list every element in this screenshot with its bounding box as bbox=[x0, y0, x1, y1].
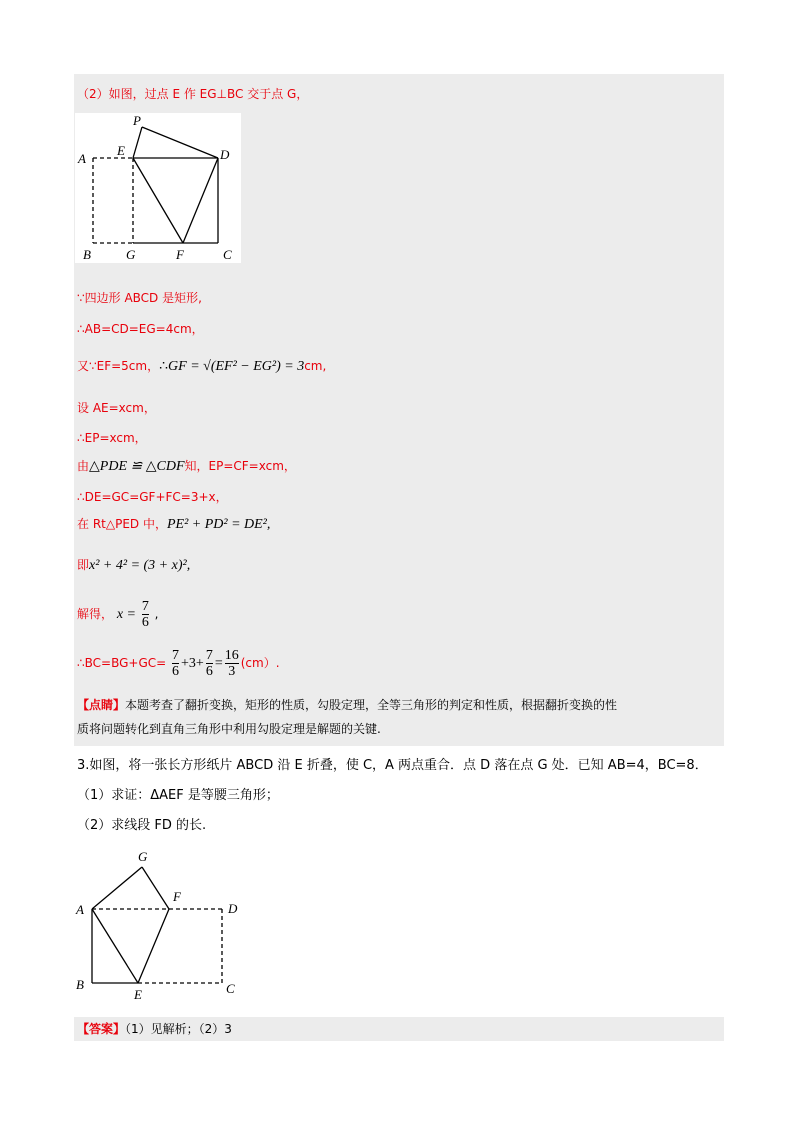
step-11: ∴BC=BG+GC= $\frac{7}{6}$ +3+ $\frac{7}{6}$ = $\frac{16}{3}$ (cm）. bbox=[77, 648, 280, 679]
fig2-label-a: A bbox=[76, 902, 84, 917]
part2-intro: （2）如图，过点 E 作 EG⊥BC 交于点 G， bbox=[77, 87, 309, 101]
step-7: ∴DE=GC=GF+FC=3+x， bbox=[77, 490, 228, 504]
step-6: 由△PDE ≌ △CDF知，EP=CF=xcm， bbox=[77, 459, 296, 474]
problem3-q2: （2）求线段 FD 的长. bbox=[77, 818, 207, 833]
fig1-label-d: D bbox=[220, 147, 230, 162]
figure-2 bbox=[72, 845, 252, 1005]
fig1-label-g: G bbox=[126, 247, 136, 262]
fig2-label-f: F bbox=[173, 889, 181, 904]
figure-1 bbox=[75, 113, 245, 263]
fig2-label-e: E bbox=[134, 987, 142, 1002]
fraction-7-6: $\frac{7}{6}$ bbox=[141, 599, 149, 630]
answer: 【答案】（1）见解析；（2）3 bbox=[77, 1022, 232, 1036]
fraction-c: $\frac{16}{3}$ bbox=[224, 648, 239, 679]
problem3-stem: 3.如图，将一张长方形纸片 ABCD 沿 E 折叠，使 C，A 两点重合．点 D 落在点 G 处．已知 AB=4，BC=8． bbox=[77, 758, 708, 773]
fig1-label-a: A bbox=[78, 151, 86, 166]
comment: 【点睛】本题考查了翻折变换，矩形的性质，勾股定理，全等三角形的判定和性质，根据翻折变换的性 质将问题转化到直角三角形中利用勾股定理是解题的关键. bbox=[77, 698, 618, 736]
problem3-q1: （1）求证：ΔAEF 是等腰三角形； bbox=[77, 788, 279, 803]
fig1-label-c: C bbox=[223, 247, 232, 262]
step-1: ∵四边形 ABCD 是矩形, bbox=[77, 291, 202, 305]
step-5: ∴EP=xcm， bbox=[77, 431, 147, 445]
fig1-label-b: B bbox=[83, 247, 91, 262]
fig2-label-c: C bbox=[226, 981, 235, 996]
step-9: 即x² + 4² = (3 + x)², bbox=[77, 558, 191, 573]
fig2-label-b: B bbox=[76, 977, 84, 992]
step-10: 解得， x = $\frac{7}{6}$ , bbox=[77, 599, 159, 630]
step-4: 设 AE=xcm， bbox=[77, 401, 156, 415]
step-3: 又∵EF=5cm，∴GF = √(EF² − EG²) = 3cm, bbox=[77, 359, 327, 374]
fig2-label-d: D bbox=[228, 901, 238, 916]
fig2-label-g: G bbox=[138, 849, 148, 864]
fig1-label-p: P bbox=[133, 113, 141, 128]
fig1-label-e: E bbox=[117, 143, 125, 158]
fig1-label-f: F bbox=[176, 247, 184, 262]
fraction-b: $\frac{7}{6}$ bbox=[205, 648, 213, 679]
step-8: 在 Rt△PED 中，PE² + PD² = DE², bbox=[77, 517, 271, 532]
step-2: ∴AB=CD=EG=4cm， bbox=[77, 322, 204, 336]
fraction-a: $\frac{7}{6}$ bbox=[172, 648, 180, 679]
